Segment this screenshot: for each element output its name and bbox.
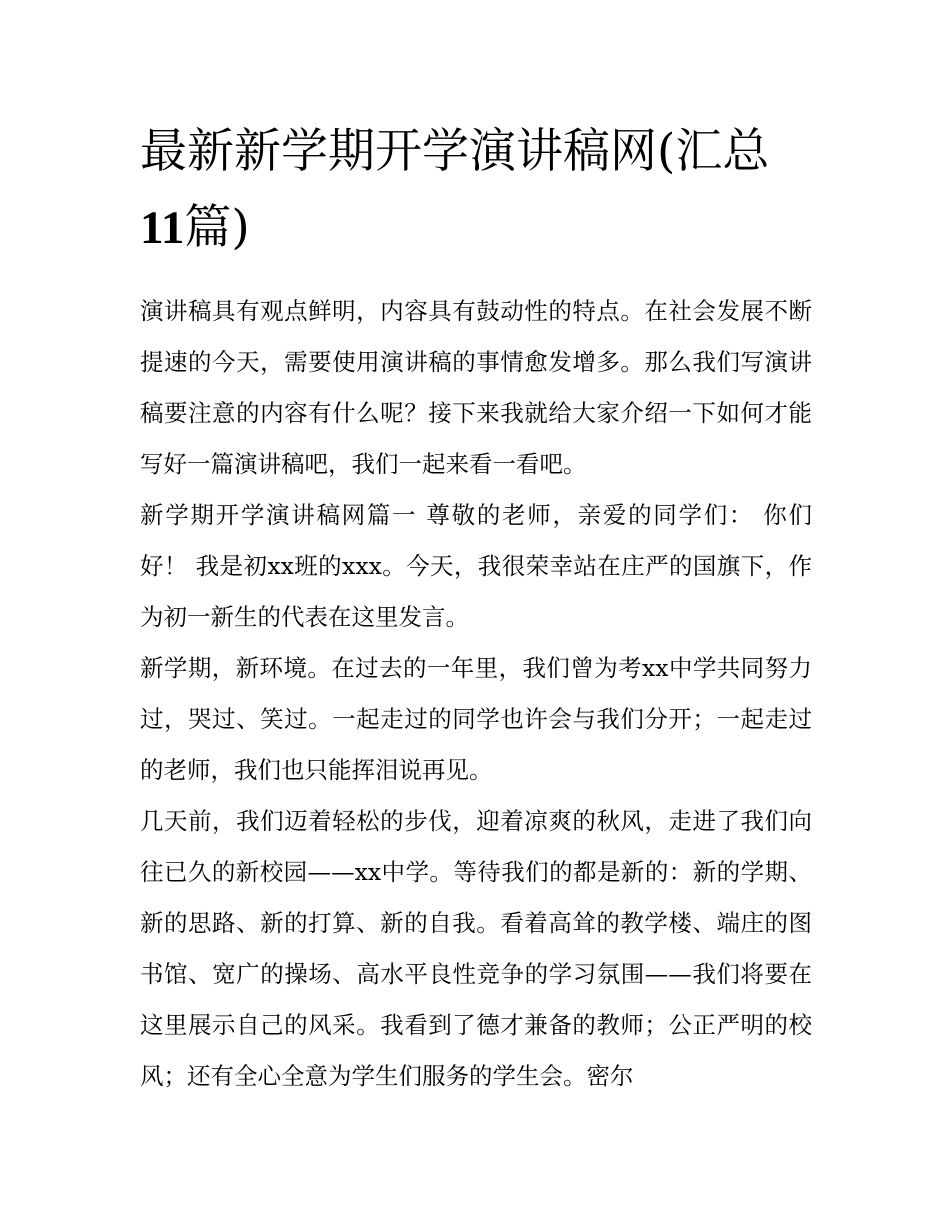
paragraph-greeting: 新学期开学演讲稿网篇一 尊敬的老师，亲爱的同学们： 你们好！ 我是初xx班的xxx。今天，我很荣幸站在庄严的国旗下，作为初一新生的代表在这里发言。 [140, 501, 812, 631]
paragraph-intro: 演讲稿具有观点鲜明，内容具有鼓动性的特点。在社会发展不断提速的今天，需要使用演讲稿的事情愈发增多。那么我们写演讲稿要注意的内容有什么呢？接下来我就给大家介绍一下如何才能写好一篇演讲稿吧，我们一起来看一看吧。 [140, 297, 812, 478]
paragraph-new-term: 新学期，新环境。在过去的一年里，我们曾为考xx中学共同努力过，哭过、笑过。一起走过的同学也许会与我们分开；一起走过的老师，我们也只能挥泪说再见。 [140, 654, 812, 784]
title-number: 11 [140, 202, 185, 254]
document-title [140, 114, 812, 266]
title-text-main: 最新新学期开学演讲稿网(汇总 [140, 124, 770, 179]
title-text-end: 篇) [184, 200, 250, 255]
paragraph-new-campus: 几天前，我们迈着轻松的步伐，迎着凉爽的秋风，走进了我们向往已久的新校园——xx中学。等待我们的都是新的：新的学期、新的思路、新的打算、新的自我。看着高耸的教学楼、端庄的图书馆、宽广的操场、高水平良性竞争的学习氛围——我们将要在这里展示自己的风采。我看到了德才兼备的教师；公正严明的校风；还有全心全意为学生们服务的学生会。密尔 [140, 807, 812, 1090]
document-page [140, 114, 812, 1102]
document-body [140, 286, 812, 1102]
